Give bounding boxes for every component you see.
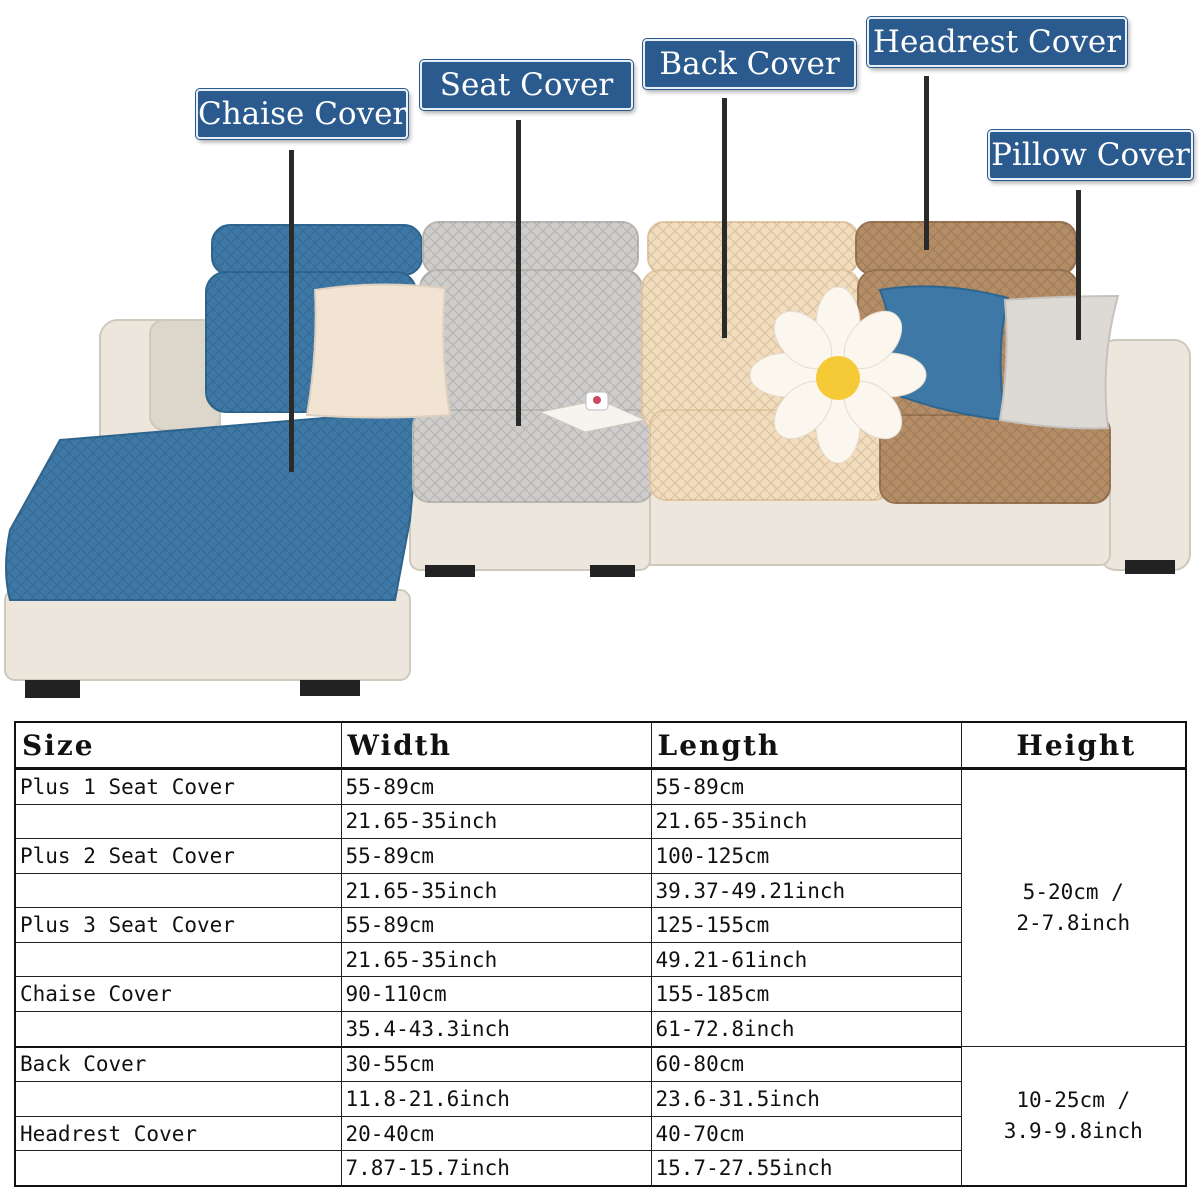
size-cell: Chaise Cover bbox=[15, 977, 341, 1012]
size-cell bbox=[15, 804, 341, 839]
length-cell: 49.21-61inch bbox=[651, 942, 961, 977]
pillow-cover-label: Pillow Cover bbox=[988, 130, 1193, 180]
width-cell: 55-89cm bbox=[341, 839, 651, 874]
length-cell: 39.37-49.21inch bbox=[651, 873, 961, 908]
length-cell: 40-70cm bbox=[651, 1116, 961, 1151]
grey-seat-cover bbox=[413, 222, 653, 502]
width-cell: 20-40cm bbox=[341, 1116, 651, 1151]
width-cell: 21.65-35inch bbox=[341, 873, 651, 908]
headrest-pointer-line bbox=[924, 76, 929, 250]
height-cm: 10-25cm / bbox=[1016, 1088, 1131, 1113]
length-cell: 61-72.8inch bbox=[651, 1012, 961, 1047]
length-cell: 21.65-35inch bbox=[651, 804, 961, 839]
size-cell bbox=[15, 1151, 341, 1186]
height-cell-back-group bbox=[961, 1047, 1186, 1186]
width-cell: 55-89cm bbox=[341, 908, 651, 943]
seat-pointer-line bbox=[516, 120, 521, 426]
length-cell: 15.7-27.55inch bbox=[651, 1151, 961, 1186]
length-cell: 125-155cm bbox=[651, 908, 961, 943]
size-chart-table bbox=[14, 721, 1187, 1187]
back-cover-label: Back Cover bbox=[643, 39, 856, 89]
headrest-cover-label: Headrest Cover bbox=[867, 17, 1127, 67]
size-cell: Plus 2 Seat Cover bbox=[15, 839, 341, 874]
table-header-row bbox=[15, 722, 1186, 769]
length-cell: 155-185cm bbox=[651, 977, 961, 1012]
table-row bbox=[15, 1047, 1186, 1082]
length-cell: 100-125cm bbox=[651, 839, 961, 874]
chaise-cover-label: Chaise Cover bbox=[196, 89, 408, 139]
width-cell: 21.65-35inch bbox=[341, 804, 651, 839]
width-cell: 55-89cm bbox=[341, 769, 651, 805]
height-cell-seat-group bbox=[961, 769, 1186, 1047]
height-inch: 2-7.8inch bbox=[1016, 911, 1131, 936]
size-cell: Plus 3 Seat Cover bbox=[15, 908, 341, 943]
back-pointer-line bbox=[722, 98, 727, 338]
header-size: Size bbox=[15, 722, 341, 769]
height-inch: 3.9-9.8inch bbox=[1003, 1119, 1143, 1144]
width-cell: 35.4-43.3inch bbox=[341, 1012, 651, 1047]
table-row bbox=[15, 769, 1186, 805]
width-cell: 30-55cm bbox=[341, 1047, 651, 1082]
width-cell: 21.65-35inch bbox=[341, 942, 651, 977]
length-cell: 55-89cm bbox=[651, 769, 961, 805]
size-cell: Headrest Cover bbox=[15, 1116, 341, 1151]
pillow-pointer-line bbox=[1076, 190, 1081, 340]
size-cell bbox=[15, 942, 341, 977]
seat-cover-label: Seat Cover bbox=[420, 60, 633, 110]
width-cell: 11.8-21.6inch bbox=[341, 1082, 651, 1117]
size-cell: Plus 1 Seat Cover bbox=[15, 769, 341, 805]
size-cell bbox=[15, 1012, 341, 1047]
size-cell bbox=[15, 1082, 341, 1117]
size-cell: Back Cover bbox=[15, 1047, 341, 1082]
width-cell: 7.87-15.7inch bbox=[341, 1151, 651, 1186]
length-cell: 60-80cm bbox=[651, 1047, 961, 1082]
width-cell: 90-110cm bbox=[341, 977, 651, 1012]
size-cell bbox=[15, 873, 341, 908]
chaise-pointer-line bbox=[289, 150, 294, 472]
header-height: Height bbox=[961, 722, 1186, 769]
header-width: Width bbox=[341, 722, 651, 769]
height-cm: 5-20cm / bbox=[1022, 880, 1124, 905]
header-length: Length bbox=[651, 722, 961, 769]
length-cell: 23.6-31.5inch bbox=[651, 1082, 961, 1117]
